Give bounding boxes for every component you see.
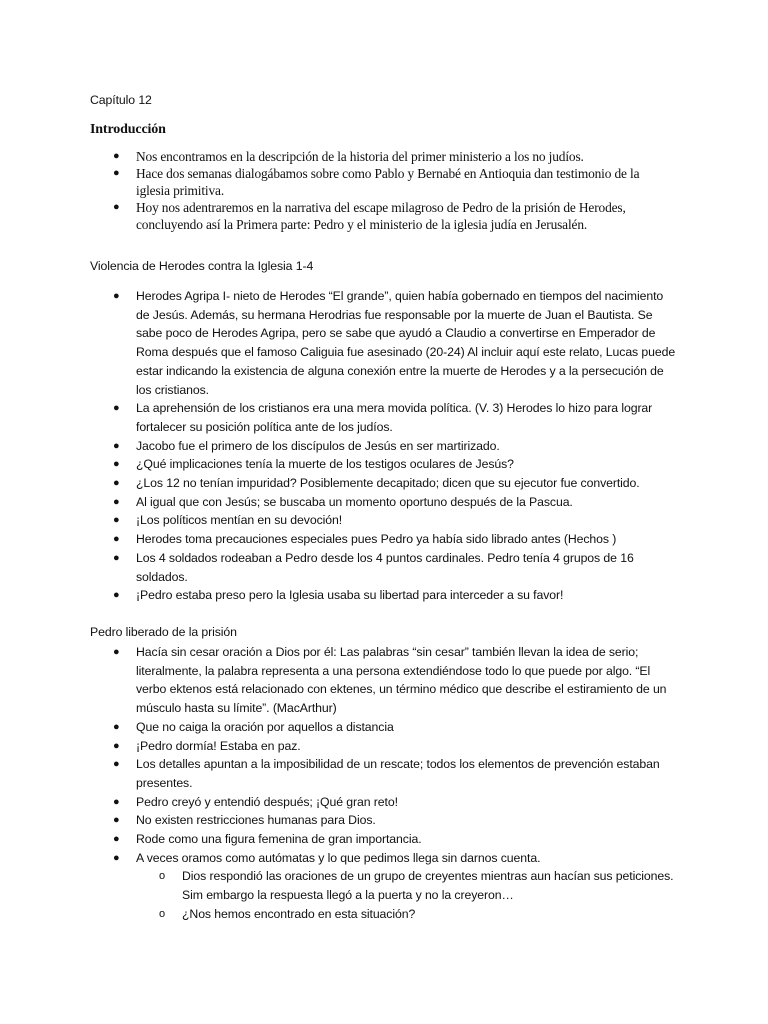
list-item-text: Herodes toma precauciones especiales pues Pedro ya había sido librado antes (Hechos )	[136, 532, 617, 547]
list-item	[113, 830, 676, 849]
list-item	[113, 399, 676, 436]
section-heading-pedro-liberado: Pedro liberado de la prisión	[90, 625, 237, 639]
list-item-text: Al igual que con Jesús; se buscaba un momento oportuno después de la Pascua.	[136, 494, 573, 509]
bullet-icon: ●	[113, 458, 120, 471]
bullet-icon: ●	[113, 739, 120, 752]
list-item-text: ¡Pedro dormía! Estaba en paz.	[136, 738, 301, 753]
section-heading-violencia: Violencia de Herodes contra la Iglesia 1-4	[90, 259, 314, 273]
list-item	[113, 586, 676, 605]
bullet-icon: ●	[113, 646, 120, 658]
chapter-title: Capítulo 12	[90, 93, 152, 107]
bullet-icon: ●	[113, 167, 120, 179]
violencia-list	[113, 287, 676, 605]
bullet-icon: ●	[113, 402, 120, 415]
list-item-text: Jacobo fue el primero de los discípulos de Jesús en ser martirizado.	[136, 438, 500, 453]
list-item-text: Nos encontramos en la descripción de la historia del primer ministerio a los no judíos.	[136, 149, 584, 164]
list-item	[113, 287, 676, 399]
list-item	[113, 437, 676, 456]
list-item	[113, 737, 676, 756]
list-item-text: No existen restricciones humanas para Dios.	[136, 813, 376, 828]
list-item	[113, 455, 676, 474]
list-item-text: Pedro creyó y entendió después; ¡Qué gran reto!	[136, 794, 398, 809]
bullet-icon: ●	[113, 439, 120, 452]
bullet-icon: ●	[113, 833, 120, 846]
list-item-text: Hoy nos adentraremos en la narrativa del escape milagroso de Pedro de la prisión de Herodes, concluyendo así la Primera parte: Pedro y el ministerio de la iglesia judía en Jerusalén.	[136, 200, 626, 232]
list-item	[113, 718, 676, 737]
list-item	[113, 549, 676, 586]
bullet-icon: ●	[113, 477, 120, 490]
bullet-icon: ●	[113, 851, 120, 864]
list-item	[113, 643, 676, 718]
list-item	[113, 493, 676, 512]
intro-list	[113, 148, 676, 233]
bullet-icon: ●	[113, 201, 120, 213]
list-item-text: ¿Los 12 no tenían impuridad? Posiblemente decapitado; dicen que su ejecutor fue convertido.	[136, 476, 640, 491]
list-item-text: ¡Pedro estaba preso pero la Iglesia usaba su libertad para interceder a su favor!	[136, 588, 564, 603]
list-item-text: ¡Los políticos mentían en su devoción!	[136, 513, 343, 528]
list-item	[113, 511, 676, 530]
bullet-icon: ●	[113, 533, 120, 546]
list-item-text: ¿Qué implicaciones tenía la muerte de los testigos oculares de Jesús?	[136, 457, 514, 472]
sub-list-item	[159, 905, 676, 924]
sub-list-item-text: Dios respondió las oraciones de un grupo de creyentes mientras aun hacían sus peticiones. Sim embargo la respuesta llegó a la puerta y no la creyeron…	[182, 869, 674, 903]
circle-bullet-icon: o	[159, 907, 166, 920]
list-item	[113, 474, 676, 493]
bullet-icon: ●	[113, 150, 120, 162]
list-item-text: Herodes Agripa I- nieto de Herodes “El grande”, quien había gobernado en tiempos del nacimiento de Jesús. Además, su hermana Herodrias fue responsable por la muerte de Juan el Bautista. Se sabe poco de Herodes Agripa, pero se sabe que ayudó a Claudio a convertirse en Emperador de Roma después que el famoso Caliguia fue asesinado (20-24) Al incluir aquí este relato, Lucas puede estar indicando la existencia de alguna conexión entre la muerte de Herodes y a la persecución de los cristianos.	[136, 289, 676, 397]
circle-bullet-icon: o	[159, 870, 166, 883]
bullet-icon: ●	[113, 514, 120, 527]
list-item	[113, 811, 676, 830]
list-item	[113, 793, 676, 812]
bullet-icon: ●	[113, 290, 120, 302]
list-item	[113, 755, 676, 792]
bullet-icon: ●	[113, 495, 120, 508]
sub-list-item	[159, 867, 676, 904]
list-item	[113, 148, 676, 165]
list-item-text: Los 4 soldados rodeaban a Pedro desde los 4 puntos cardinales. Pedro tenía 4 grupos de 16 soldados.	[136, 550, 634, 584]
bullet-icon: ●	[113, 814, 120, 827]
list-item-text: A veces oramos como autómatas y lo que pedimos llega sin darnos cuenta.	[136, 850, 541, 865]
bullet-icon: ●	[113, 720, 120, 733]
sub-list-item-text: ¿Nos hemos encontrado en esta situación?	[182, 906, 416, 921]
list-item-text: Los detalles apuntan a la imposibilidad de un rescate; todos los elementos de prevención estaban presentes.	[136, 757, 660, 790]
intro-heading: Introducción	[90, 122, 166, 137]
list-item-text: Que no caiga la oración por aquellos a distancia	[136, 719, 394, 734]
list-item-text: La aprehensión de los cristianos era una mera movida política. (V. 3) Herodes lo hizo para lograr fortalecer su posición política ante de los judíos.	[136, 401, 653, 434]
bullet-icon: ●	[113, 758, 120, 771]
list-item	[113, 530, 676, 549]
list-item-text: Hace dos semanas dialogábamos sobre como Pablo y Bernabé en Antioquia dan testimonio de la iglesia primitiva.	[136, 166, 640, 198]
bullet-icon: ●	[113, 589, 120, 602]
list-item	[113, 849, 676, 924]
list-item	[113, 199, 676, 233]
list-item-text: Rode como una figura femenina de gran importancia.	[136, 832, 422, 847]
pedro-liberado-list	[113, 643, 676, 924]
list-item	[113, 165, 676, 199]
list-item-text: Hacía sin cesar oración a Dios por él: Las palabras “sin cesar” también llevan la idea de serio; literalmente, la palabra representa a una persona extendiéndose todo lo que puede por algo. “El verbo ektenos está relacionado con ektenes, un término médico que describe el estiramiento de un músculo hasta su límite”. (MacArthur)	[136, 645, 667, 716]
bullet-icon: ●	[113, 551, 120, 564]
sub-list	[136, 867, 676, 923]
bullet-icon: ●	[113, 795, 120, 808]
